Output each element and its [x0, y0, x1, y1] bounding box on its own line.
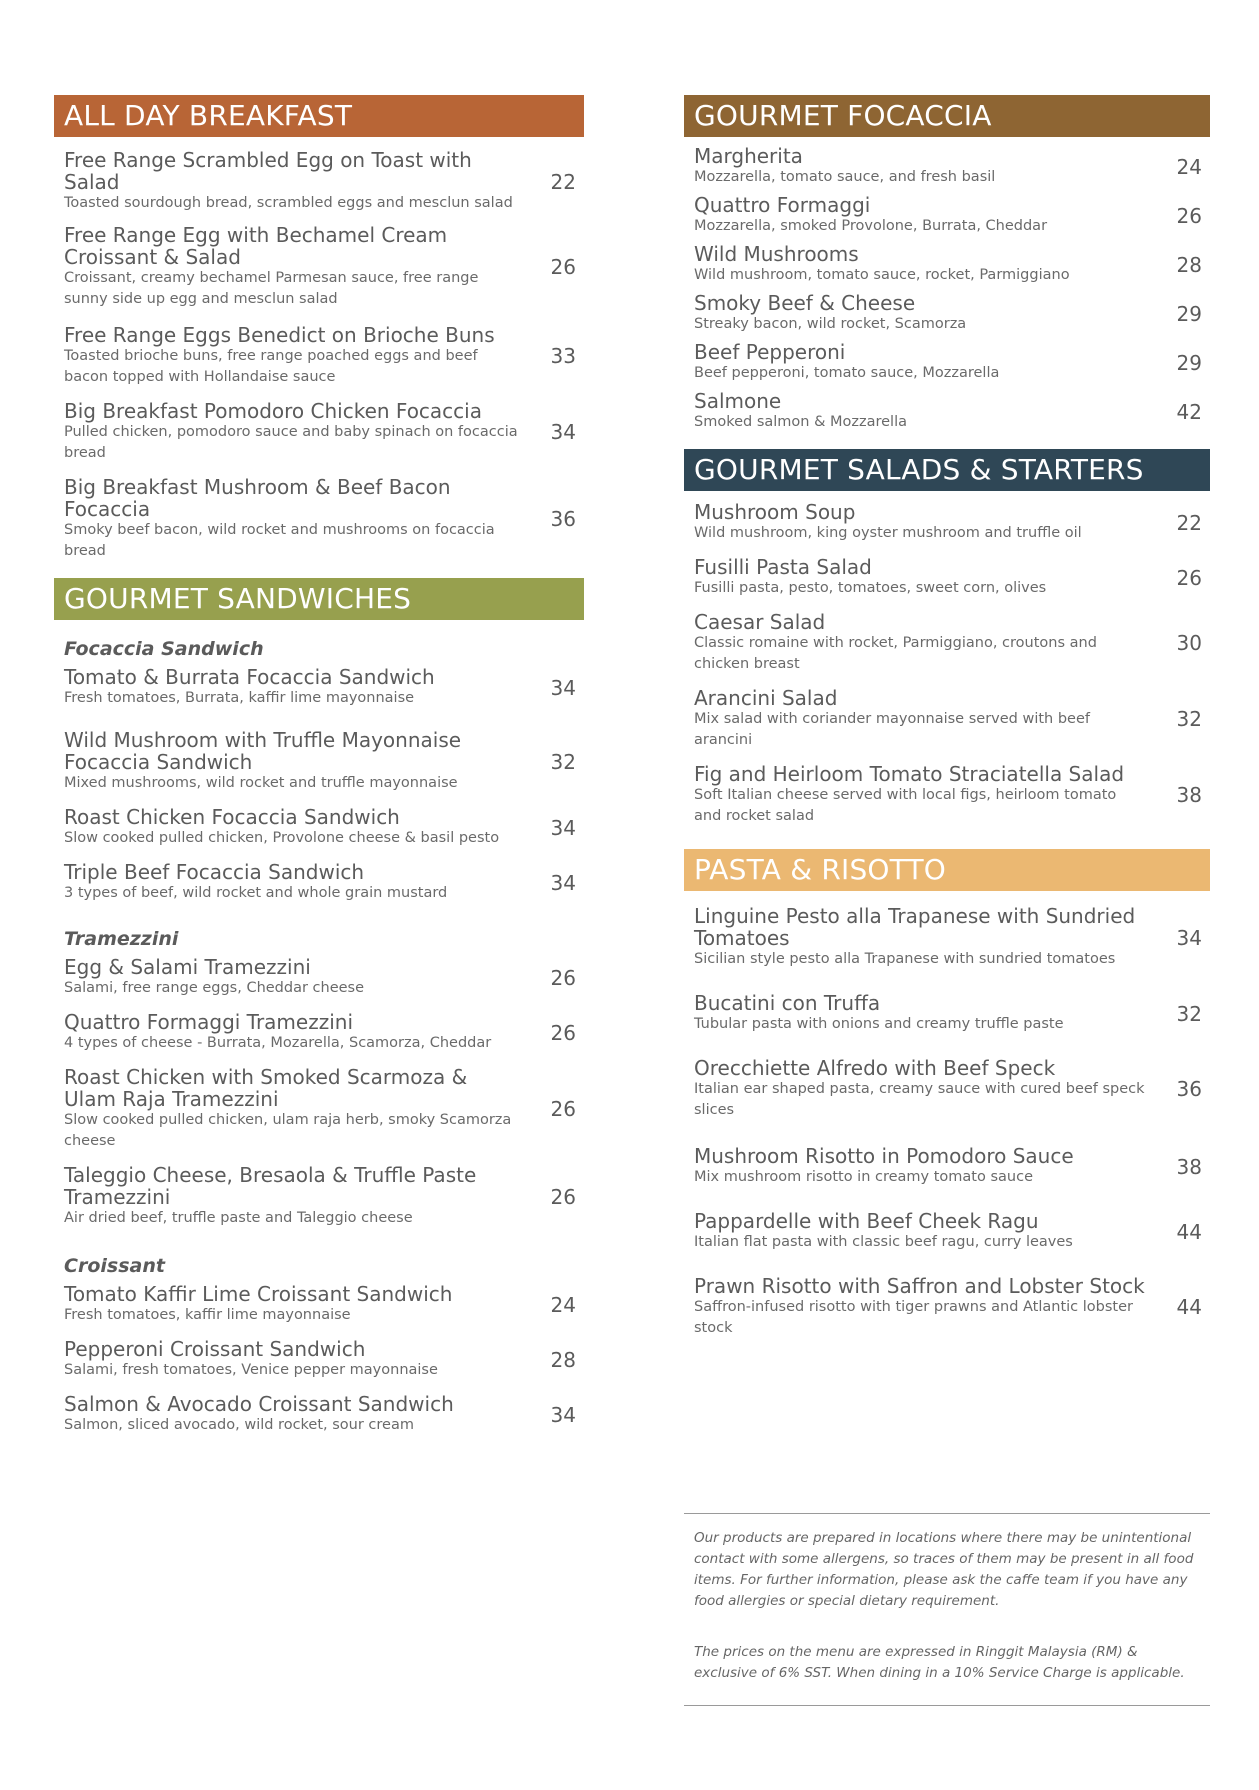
menu-item-description: Fusilli pasta, pesto, tomatoes, sweet corn, olives [694, 580, 1047, 596]
menu-item-price: 28 [550, 1347, 576, 1372]
menu-item-description: Classic romaine with rocket, Parmiggiano, croutons and chicken breast [694, 635, 1097, 672]
menu-item-price: 34 [550, 815, 576, 840]
menu-item-price: 24 [550, 1292, 576, 1317]
menu-item-name: Triple Beef Focaccia Sandwich [64, 860, 365, 884]
menu-item-price: 26 [550, 1020, 576, 1045]
left-column [54, 95, 584, 1436]
menu-item-name: Egg & Salami Tramezzini [64, 955, 311, 979]
menu-item [54, 956, 584, 999]
menu-item [684, 145, 1210, 188]
menu-item [684, 1210, 1210, 1253]
menu-item-price: 29 [1176, 350, 1202, 375]
menu-item-price: 26 [550, 965, 576, 990]
menu-item-description: Smoky beef bacon, wild rocket and mushrooms on focaccia bread [64, 522, 495, 559]
menu-item-description: Mix salad with coriander mayonnaise served with beef arancini [694, 711, 1090, 748]
menu-item-name: Arancini Salad [694, 686, 838, 710]
menu-item-description: Wild mushroom, tomato sauce, rocket, Parmiggiano [694, 267, 1070, 283]
breakfast-header: ALL DAY BREAKFAST [54, 95, 584, 137]
menu-item-price: 34 [550, 870, 576, 895]
menu-item-name: Free Range Egg with Bechamel Cream Croissant & Salad [64, 223, 448, 269]
menu-item [54, 729, 584, 794]
menu-item-name: Salmone [694, 389, 782, 413]
menu-item-description: Beef pepperoni, tomato sauce, Mozzarella [694, 365, 1000, 381]
pasta-header: PASTA & RISOTTO [684, 849, 1210, 891]
menu-item-name: Free Range Eggs Benedict on Brioche Buns [64, 323, 495, 347]
menu-item-description: Fresh tomatoes, Burrata, kaffir lime mayonnaise [64, 690, 415, 706]
menu-item [684, 1275, 1210, 1339]
menu-item [684, 1057, 1210, 1121]
menu-item-name: Tomato Kaffir Lime Croissant Sandwich [64, 1282, 453, 1306]
menu-item-description: 4 types of cheese - Burrata, Mozarella, Scamorza, Cheddar [64, 1035, 492, 1051]
menu-item-price: 32 [1176, 707, 1202, 731]
menu-item-price: 32 [550, 749, 576, 774]
menu-item-price: 28 [1176, 252, 1202, 277]
menu-item-name: Pepperoni Croissant Sandwich [64, 1337, 366, 1361]
menu-item-name: Pappardelle with Beef Cheek Ragu [694, 1209, 1039, 1233]
menu-item-price: 26 [1176, 203, 1202, 228]
menu-item-price: 34 [1176, 925, 1202, 950]
menu-item-price: 32 [1176, 1001, 1202, 1026]
menu-item-description: Mozzarella, tomato sauce, and fresh basil [694, 169, 996, 185]
menu-item-price: 22 [550, 169, 576, 194]
menu-item-description: Slow cooked pulled chicken, ulam raja herb, smoky Scamorza cheese [64, 1112, 512, 1149]
menu-item-description: Mix mushroom risotto in creamy tomato sauce [694, 1169, 1033, 1185]
menu-item-description: Toasted brioche buns, free range poached eggs and beef bacon topped with Hollandaise sauce [64, 348, 478, 385]
menu-item-name: Wild Mushroom with Truffle Mayonnaise Focaccia Sandwich [64, 728, 462, 774]
menu-item [54, 806, 584, 849]
menu-item-price: 22 [1176, 510, 1202, 535]
menu-item-name: Salmon & Avocado Croissant Sandwich [64, 1392, 454, 1416]
menu-item-price: 36 [1176, 1077, 1202, 1101]
menu-item-price: 38 [1176, 1154, 1202, 1179]
menu-item [54, 1066, 584, 1152]
pasta-items [684, 905, 1210, 1339]
menu-item-description: Slow cooked pulled chicken, Provolone cheese & basil pesto [64, 830, 500, 846]
focaccia-sandwich-subheading: Focaccia Sandwich [64, 638, 264, 660]
menu-item-name: Smoky Beef & Cheese [694, 291, 916, 315]
menu-item-price: 34 [550, 675, 576, 700]
menu-item-name: Roast Chicken Focaccia Sandwich [64, 805, 400, 829]
croissant-subheading: Croissant [64, 1255, 165, 1277]
menu-item-price: 44 [1176, 1219, 1202, 1244]
right-column [684, 95, 1210, 1339]
menu-item [54, 476, 584, 562]
menu-item-description: Italian flat pasta with classic beef ragu, curry leaves [694, 1234, 1073, 1250]
menu-item [684, 390, 1210, 433]
croissant-items [54, 1283, 584, 1436]
menu-item-price: 26 [1176, 565, 1202, 590]
menu-item [684, 341, 1210, 384]
menu-item [54, 1011, 584, 1054]
menu-item-price: 34 [550, 1402, 576, 1427]
menu-item-name: Big Breakfast Pomodoro Chicken Focaccia [64, 399, 482, 423]
tramezzini-items [54, 956, 584, 1229]
menu-item [54, 400, 584, 464]
menu-item [684, 763, 1210, 827]
menu-item [684, 243, 1210, 286]
menu-item-name: Orecchiette Alfredo with Beef Speck [694, 1056, 1056, 1080]
menu-item-name: Quattro Formaggi [694, 193, 871, 217]
menu-item-description: Pulled chicken, pomodoro sauce and baby spinach on focaccia bread [64, 424, 518, 461]
menu-footer [684, 1513, 1210, 1706]
menu-item [54, 861, 584, 904]
menu-item [54, 224, 584, 310]
menu-item-price: 26 [550, 1097, 576, 1121]
menu-item [684, 194, 1210, 237]
menu-item-price: 30 [1176, 631, 1202, 655]
menu-item [684, 1145, 1210, 1188]
menu-item-name: Bucatini con Truffa [694, 991, 881, 1015]
menu-item [54, 1164, 584, 1229]
menu-item-name: Caesar Salad [694, 610, 826, 634]
menu-item-description: Soft Italian cheese served with local figs, heirloom tomato and rocket salad [694, 787, 1117, 824]
menu-item-description: Salmon, sliced avocado, wild rocket, sour cream [64, 1417, 414, 1433]
menu-item [54, 1393, 584, 1436]
menu-item-price: 42 [1176, 399, 1202, 424]
sandwiches-header: GOURMET SANDWICHES [54, 578, 584, 620]
menu-item [54, 666, 584, 709]
menu-item-description: Mixed mushrooms, wild rocket and truffle mayonnaise [64, 775, 458, 791]
focaccia-items [684, 145, 1210, 433]
menu-item-description: Italian ear shaped pasta, creamy sauce with cured beef speck slices [694, 1081, 1145, 1118]
breakfast-items [54, 149, 584, 562]
menu-item-name: Fusilli Pasta Salad [694, 555, 872, 579]
menu-item-name: Roast Chicken with Smoked Scarmoza & Ulam Raja Tramezzini [64, 1065, 468, 1111]
menu-item-description: Salami, free range eggs, Cheddar cheese [64, 980, 365, 996]
menu-item-description: Streaky bacon, wild rocket, Scamorza [694, 316, 967, 332]
menu-item-description: Tubular pasta with onions and creamy truffle paste [694, 1016, 1064, 1032]
menu-item [684, 556, 1210, 599]
menu-item-price: 26 [550, 255, 576, 279]
menu-item-description: Toasted sourdough bread, scrambled eggs and mesclun salad [64, 195, 513, 211]
menu-item [684, 687, 1210, 751]
menu-item-name: Prawn Risotto with Saffron and Lobster Stock [694, 1274, 1145, 1298]
menu-item-price: 33 [550, 344, 576, 368]
menu-item-name: Wild Mushrooms [694, 242, 859, 266]
menu-item-name: Big Breakfast Mushroom & Beef Bacon Focaccia [64, 475, 451, 521]
menu-item-name: Margherita [694, 144, 803, 168]
price-note: The prices on the menu are expressed in Ringgit Malaysia (RM) & exclusive of 6% SST. When dining in a 10% Service Charge is applicable. [694, 1644, 1185, 1681]
menu-item [684, 292, 1210, 335]
menu-item-name: Mushroom Risotto in Pomodoro Sauce [694, 1144, 1074, 1168]
menu-item-description: Air dried beef, truffle paste and Taleggio cheese [64, 1210, 413, 1226]
menu-item [684, 501, 1210, 544]
focaccia-sandwich-items [54, 666, 584, 904]
menu-item [684, 905, 1210, 970]
menu-item [684, 611, 1210, 675]
menu-item-price: 24 [1176, 154, 1202, 179]
menu-item-name: Linguine Pesto alla Trapanese with Sundried Tomatoes [694, 904, 1136, 950]
menu-item-description: Salami, fresh tomatoes, Venice pepper mayonnaise [64, 1362, 438, 1378]
menu-item-description: Croissant, creamy bechamel Parmesan sauce, free range sunny side up egg and mesclun salad [64, 270, 479, 307]
menu-item-name: Mushroom Soup [694, 500, 856, 524]
menu-item [54, 324, 584, 388]
menu-item-name: Beef Pepperoni [694, 340, 846, 364]
menu-item-description: Saffron-infused risotto with tiger prawns and Atlantic lobster stock [694, 1299, 1133, 1336]
menu-item-name: Free Range Scrambled Egg on Toast with Salad [64, 148, 472, 194]
menu-item-description: Smoked salmon & Mozzarella [694, 414, 907, 430]
salads-items [684, 501, 1210, 827]
menu-item-description: Mozzarella, smoked Provolone, Burrata, Cheddar [694, 218, 1048, 234]
menu-item-description: Fresh tomatoes, kaffir lime mayonnaise [64, 1307, 351, 1323]
menu-item-price: 44 [1176, 1295, 1202, 1319]
menu-item-description: Sicilian style pesto alla Trapanese with sundried tomatoes [694, 951, 1116, 967]
menu-item-name: Quattro Formaggi Tramezzini [64, 1010, 354, 1034]
menu-item [684, 992, 1210, 1035]
menu-item-price: 34 [550, 420, 576, 444]
menu-item-name: Tomato & Burrata Focaccia Sandwich [64, 665, 435, 689]
menu-item [54, 149, 584, 214]
focaccia-header: GOURMET FOCACCIA [684, 95, 1210, 137]
menu-item-price: 38 [1176, 783, 1202, 807]
menu-item-description: 3 types of beef, wild rocket and whole grain mustard [64, 885, 448, 901]
tramezzini-subheading: Tramezzini [64, 928, 179, 950]
menu-item-name: Taleggio Cheese, Bresaola & Truffle Paste Tramezzini [64, 1163, 477, 1209]
menu-item [54, 1283, 584, 1326]
menu-item-description: Wild mushroom, king oyster mushroom and truffle oil [694, 525, 1082, 541]
salads-header: GOURMET SALADS & STARTERS [684, 449, 1210, 491]
menu-item-price: 26 [550, 1184, 576, 1209]
menu-item [54, 1338, 584, 1381]
menu-item-price: 29 [1176, 301, 1202, 326]
menu-item-name: Fig and Heirloom Tomato Straciatella Salad [694, 762, 1125, 786]
allergen-note: Our products are prepared in locations where there may be unintentional contact with some allergens, so traces of them may be present in all food items. For further information, please ask the caffe team if you have any food allergies or special dietary requirement. [694, 1530, 1194, 1609]
menu-item-price: 36 [550, 507, 576, 531]
